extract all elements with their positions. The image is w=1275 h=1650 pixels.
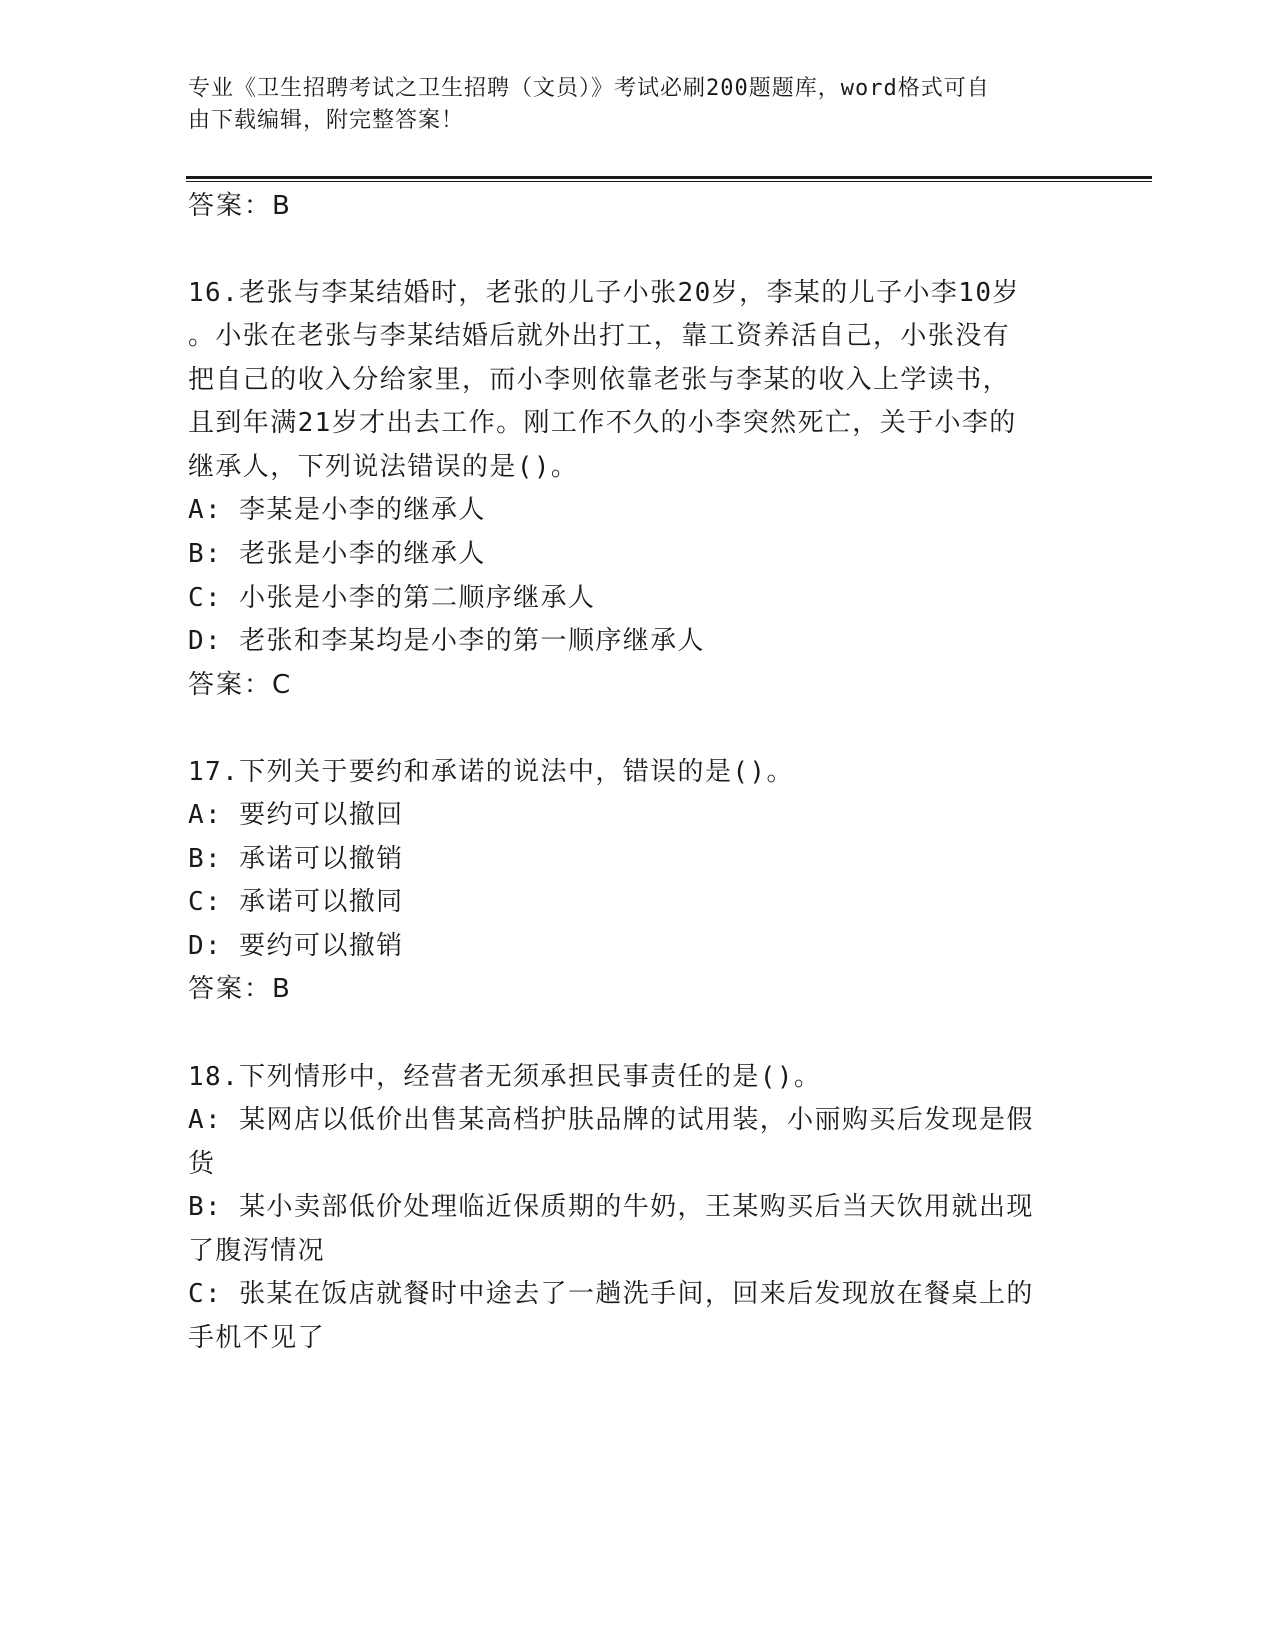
q18-text: 18.下列情形中，经营者无须承担民事责任的是()。 xyxy=(188,1062,822,1092)
q16-text-line-5: 继承人，下列说法错误的是()。 xyxy=(188,452,579,482)
q17-option-a: A: 要约可以撤回 xyxy=(188,800,404,830)
answer-previous: 答案：B xyxy=(188,191,292,221)
header-divider xyxy=(186,176,1152,179)
q16-option-a: A: 李某是小李的继承人 xyxy=(188,495,486,525)
header-divider-thin xyxy=(186,181,1152,182)
q18-option-b-line-1: B: 某小卖部低价处理临近保质期的牛奶，王某购买后当天饮用就出现 xyxy=(188,1192,1034,1222)
q18-option-c-line-1: C: 张某在饭店就餐时中途去了一趟洗手间，回来后发现放在餐桌上的 xyxy=(188,1279,1034,1309)
q17-option-b: B: 承诺可以撤销 xyxy=(188,844,404,874)
q18-option-b-line-2: 了腹泻情况 xyxy=(188,1236,326,1266)
q16-text-line-3: 把自己的收入分给家里，而小李则依靠老张与李某的收入上学读书， xyxy=(188,365,1011,395)
header-line-2: 由下载编辑，附完整答案！ xyxy=(188,108,465,133)
header-line-1: 专业《卫生招聘考试之卫生招聘（文员）》考试必刷200题题库，word格式可自 xyxy=(188,76,990,101)
q18-option-a-line-2: 货 xyxy=(188,1149,216,1179)
q17-option-d: D: 要约可以撤销 xyxy=(188,931,404,961)
q18-option-c-line-2: 手机不见了 xyxy=(188,1323,326,1353)
q16-text-line-2: 。小张在老张与李某结婚后就外出打工，靠工资养活自己，小张没有 xyxy=(188,321,1011,351)
q16-option-b: B: 老张是小李的继承人 xyxy=(188,539,486,569)
q17-text: 17.下列关于要约和承诺的说法中，错误的是()。 xyxy=(188,757,794,787)
q18-option-a-line-1: A: 某网店以低价出售某高档护肤品牌的试用装，小丽购买后发现是假 xyxy=(188,1105,1034,1135)
q17-answer: 答案：B xyxy=(188,974,292,1004)
document-header xyxy=(188,73,1088,137)
q17-option-c: C: 承诺可以撤同 xyxy=(188,887,404,917)
q16-text-line-4: 且到年满21岁才出去工作。刚工作不久的小李突然死亡，关于小李的 xyxy=(188,408,1017,438)
q16-answer: 答案：C xyxy=(188,670,293,700)
q16-text-line-1: 16.老张与李某结婚时，老张的儿子小张20岁，李某的儿子小李10岁 xyxy=(188,278,1020,308)
q16-option-d: D: 老张和李某均是小李的第一顺序继承人 xyxy=(188,626,705,656)
q16-option-c: C: 小张是小李的第二顺序继承人 xyxy=(188,583,596,613)
